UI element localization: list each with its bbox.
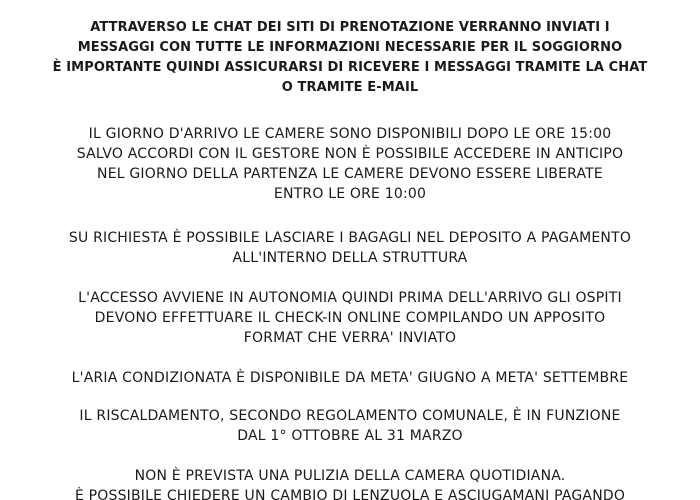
text-line: NEL GIORNO DELLA PARTENZA LE CAMERE DEVONO ESSERE LIBERATE [97, 166, 603, 182]
text-line: DAL 1° OTTOBRE AL 31 MARZO [237, 428, 463, 444]
text-line: O TRAMITE E-MAIL [281, 80, 419, 95]
text-line: ALL'INTERNO DELLA STRUTTURA [232, 250, 468, 266]
text-line: MESSAGGI CON TUTTE LE INFORMAZIONI NECESSARIE PER IL SOGGIORNO [77, 40, 623, 55]
luggage-deposit [0, 228, 700, 268]
text-line: NON È PREVISTA UNA PULIZIA DELLA CAMERA QUOTIDIANA. [134, 468, 566, 484]
text-line: IL GIORNO D'ARRIVO LE CAMERE SONO DISPONIBILI DOPO LE ORE 15:00 [88, 126, 612, 142]
text-line: È POSSIBILE CHIEDERE UN CAMBIO DI LENZUOLA E ASCIUGAMANI PAGANDO [74, 488, 626, 500]
text-line: FORMAT CHE VERRA' INVIATO [243, 330, 457, 346]
arrival-departure-times [0, 124, 700, 204]
text-line: ENTRO LE ORE 10:00 [273, 186, 427, 202]
text-line: SALVO ACCORDI CON IL GESTORE NON È POSSIBILE ACCEDERE IN ANTICIPO [76, 146, 624, 162]
self-check-in [0, 288, 700, 348]
text-line: L'ACCESSO AVVIENE IN AUTONOMIA QUINDI PRIMA DELL'ARRIVO GLI OSPITI [78, 290, 622, 306]
room-cleaning [0, 466, 700, 500]
text-line: DEVONO EFFETTUARE IL CHECK-IN ONLINE COMPILANDO UN APPOSITO [94, 310, 606, 326]
text-line: È IMPORTANTE QUINDI ASSICURARSI DI RICEVERE I MESSAGGI TRAMITE LA CHAT [52, 60, 648, 75]
air-conditioning [0, 368, 700, 388]
text-line: IL RISCALDAMENTO, SECONDO REGOLAMENTO COMUNALE, È IN FUNZIONE [79, 408, 621, 424]
heating [0, 406, 700, 446]
text-line: ATTRAVERSO LE CHAT DEI SITI DI PRENOTAZIONE VERRANNO INVIATI I [90, 20, 610, 35]
intro-notice [0, 18, 700, 98]
text-line: L'ARIA CONDIZIONATA È DISPONIBILE DA META' GIUGNO A META' SETTEMBRE [71, 370, 629, 386]
text-line: SU RICHIESTA È POSSIBILE LASCIARE I BAGAGLI NEL DEPOSITO A PAGAMENTO [68, 230, 632, 246]
